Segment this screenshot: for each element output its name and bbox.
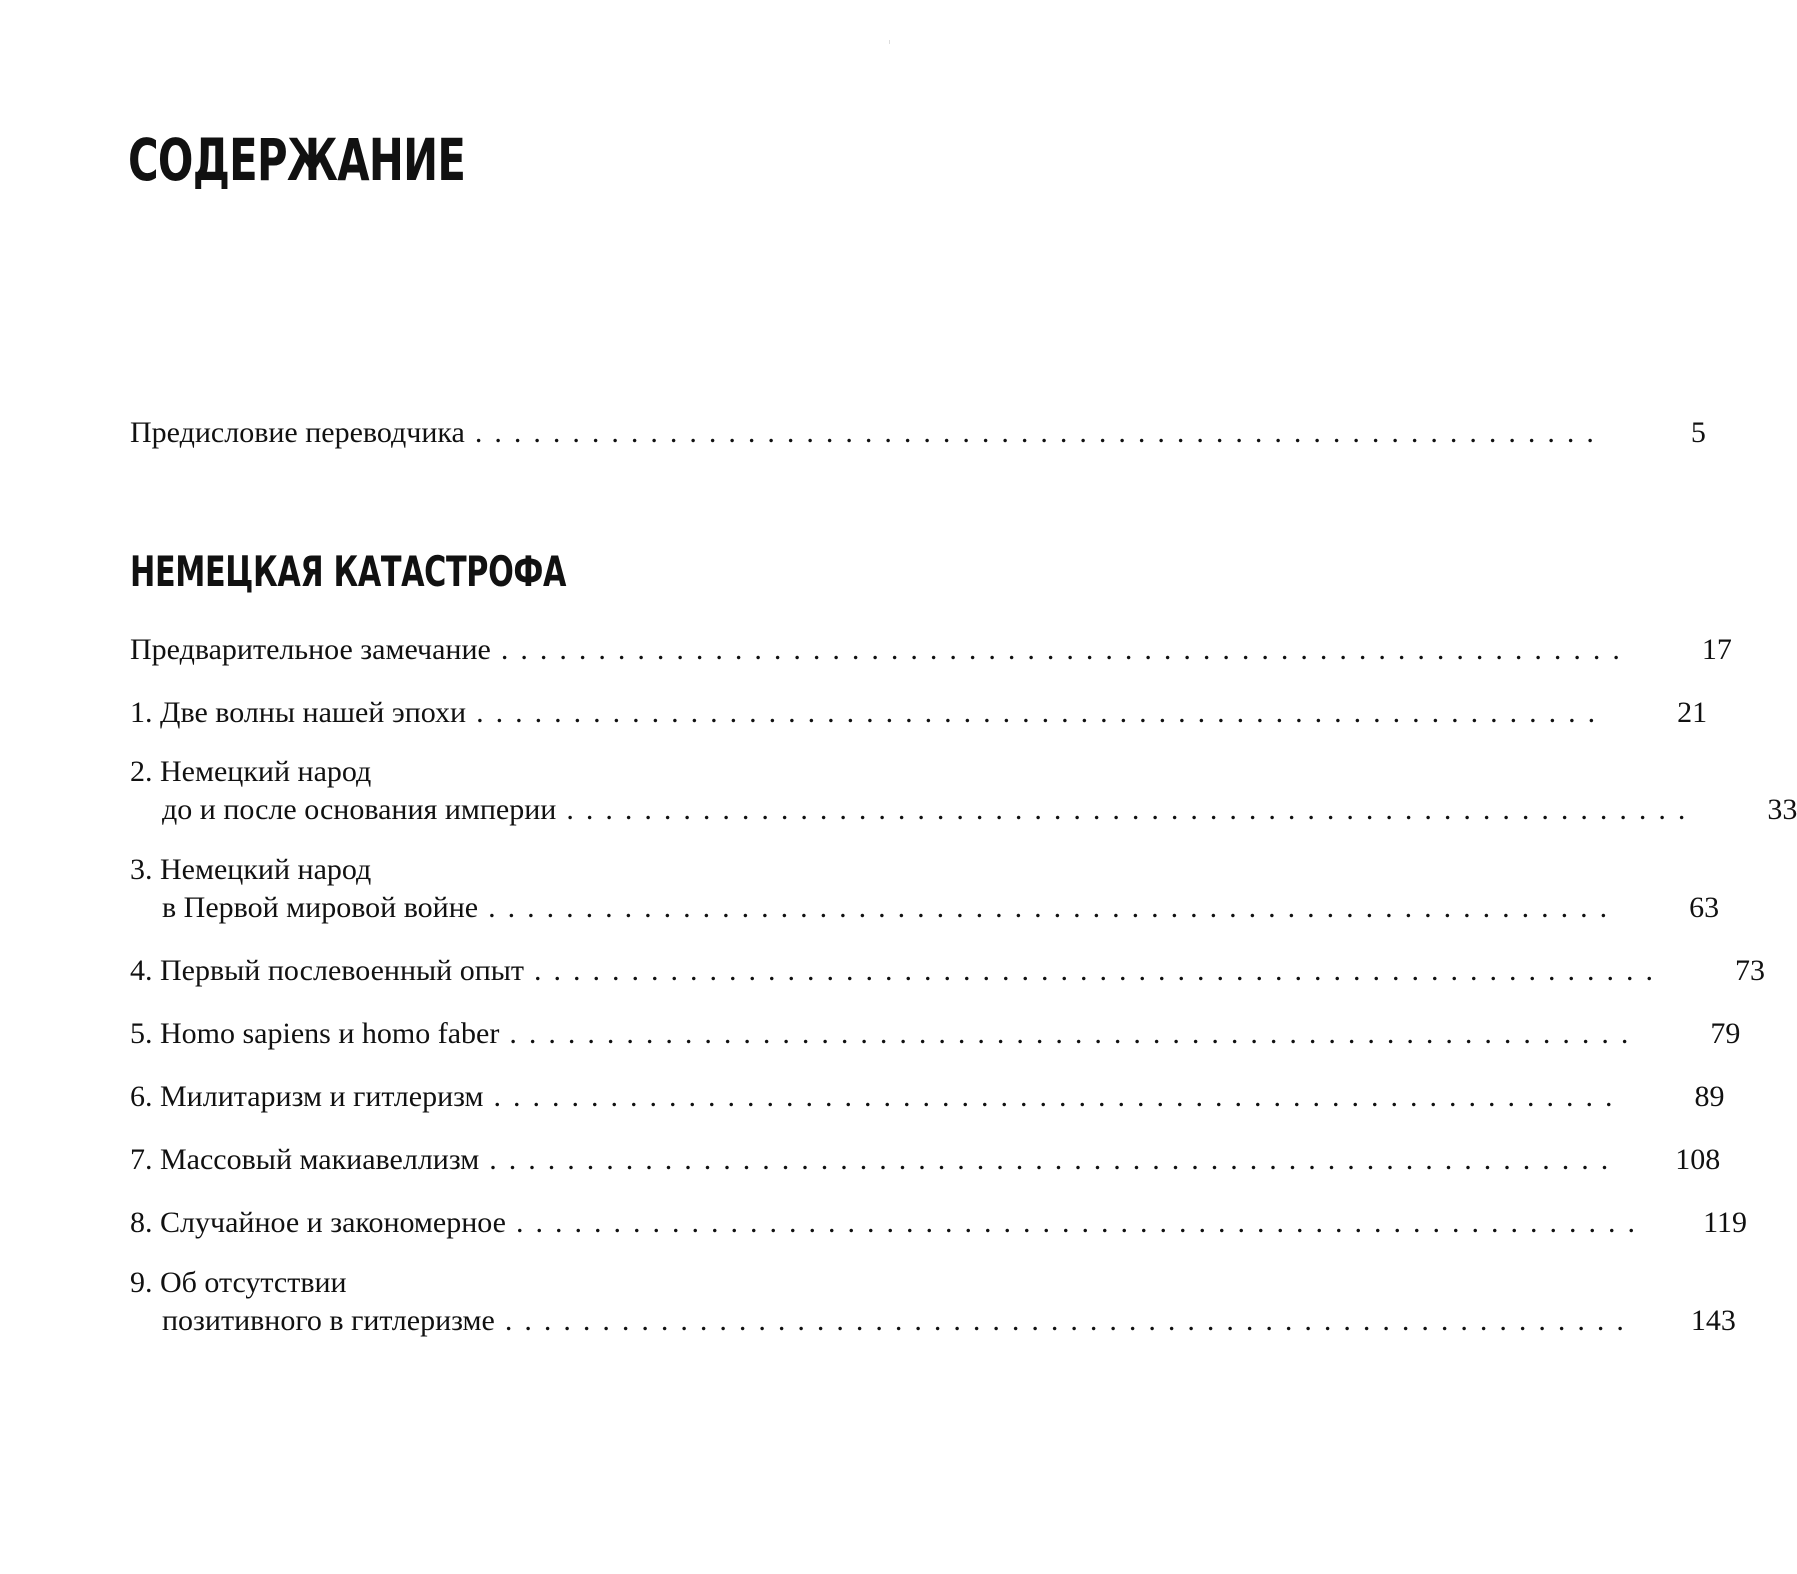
dot-leader: ..........................................................: [566, 793, 1698, 826]
toc-entry[interactable]: [130, 851, 1720, 927]
page-number: 143: [1690, 1304, 1736, 1337]
entry-title: Предисловие переводчика: [130, 416, 465, 449]
entry-title: Предварительное замечание: [130, 633, 491, 666]
entry-title: 4. Первый послевоенный опыт: [130, 954, 525, 987]
toc-entry[interactable]: [130, 1015, 1741, 1053]
page-number: 89: [1694, 1080, 1725, 1113]
dot-leader: ..........................................................: [509, 1017, 1641, 1050]
page-number: 79: [1710, 1017, 1741, 1050]
entry-title: 8. Случайное и закономерное: [130, 1206, 506, 1239]
toc-row: [130, 1015, 1741, 1053]
section-title: НЕМЕЦКАЯ КАТАСТРОФА: [130, 547, 567, 596]
page-number: 73: [1735, 954, 1766, 987]
entry-title-line1: 2. Немецкий народ: [130, 755, 372, 788]
dot-leader: ..........................................................: [476, 696, 1608, 729]
toc-row: [130, 952, 1766, 990]
toc-row: [130, 694, 1708, 732]
entry-title: до и после основания империи: [162, 793, 557, 826]
page-number: 33: [1767, 793, 1797, 826]
entry-title: 6. Милитаризм и гитлеризм: [130, 1080, 484, 1113]
page-number: 21: [1677, 696, 1708, 729]
toc-row: [130, 1141, 1721, 1179]
page-number: 17: [1701, 633, 1732, 666]
dot-leader: ..........................................................: [500, 633, 1632, 666]
toc-entry-preface[interactable]: [130, 414, 1706, 452]
toc-row: [130, 1078, 1725, 1116]
toc-row: [130, 414, 1706, 452]
toc-entry[interactable]: [130, 1204, 1747, 1242]
dot-leader: ..........................................................: [474, 416, 1606, 449]
entry-title-line1: 9. Об отсутствии: [130, 1266, 347, 1299]
toc-row: [130, 1204, 1747, 1242]
entry-title: позитивного в гитлеризме: [162, 1304, 495, 1337]
toc-entry[interactable]: [130, 952, 1766, 990]
dot-leader: ..........................................................: [504, 1304, 1636, 1337]
toc-entry[interactable]: [130, 1078, 1725, 1116]
page-number: 5: [1690, 416, 1706, 449]
toc-row: [130, 791, 1797, 829]
page-number: 119: [1703, 1206, 1747, 1239]
toc-entry[interactable]: [130, 631, 1732, 669]
toc-row: [130, 889, 1720, 927]
toc-row: [130, 631, 1732, 669]
entry-title: в Первой мировой войне: [162, 891, 479, 924]
dot-leader: ..........................................................: [534, 954, 1666, 987]
page-number: 63: [1689, 891, 1720, 924]
entry-title: 1. Две волны нашей эпохи: [130, 696, 467, 729]
entry-title: 5. Homo sapiens и homo faber: [130, 1017, 500, 1050]
toc-row: [130, 1302, 1736, 1340]
page-title: СОДЕРЖАНИЕ: [128, 126, 466, 194]
page-number: 108: [1675, 1143, 1721, 1176]
dot-leader: ..........................................................: [493, 1080, 1625, 1113]
dot-leader: ..........................................................: [488, 891, 1620, 924]
entry-title-line1: 3. Немецкий народ: [130, 853, 372, 886]
entry-title: 7. Массовый макиавеллизм: [130, 1143, 480, 1176]
scan-mark: [889, 40, 890, 44]
dot-leader: ..........................................................: [489, 1143, 1621, 1176]
toc-entry[interactable]: [130, 1264, 1736, 1340]
toc-entry[interactable]: [130, 1141, 1721, 1179]
toc-entry[interactable]: [130, 694, 1708, 732]
dot-leader: ..........................................................: [515, 1206, 1647, 1239]
toc-entry[interactable]: [130, 753, 1797, 829]
